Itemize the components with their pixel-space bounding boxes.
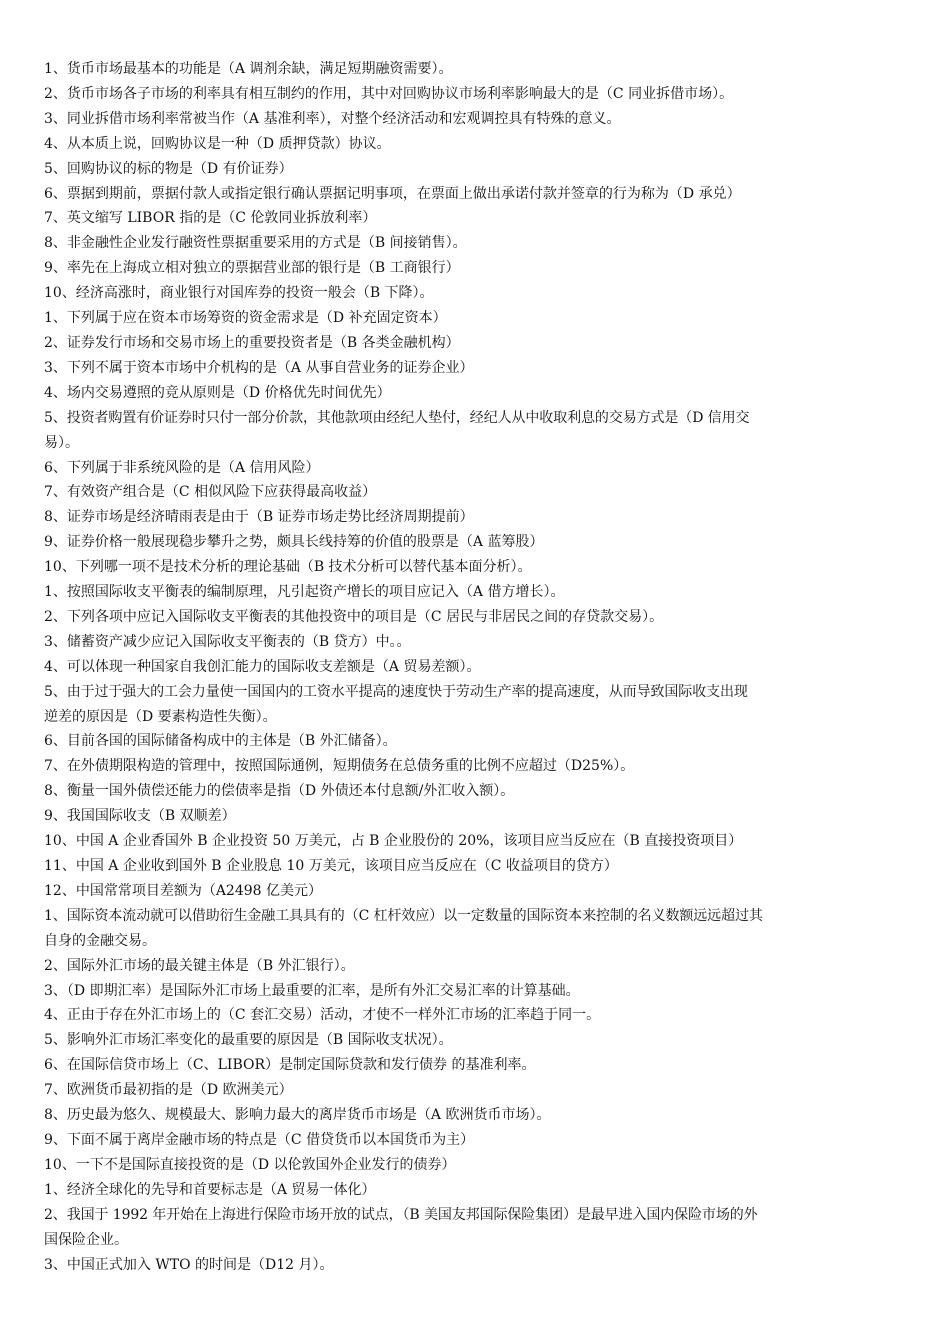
text-line: 10、中国 A 企业香国外 B 企业投资 50 万美元，占 B 企业股份的 20%，该项目应当反应在（B 直接投资项目） [44, 833, 743, 850]
text-line: 1、国际资本流动就可以借助衍生金融工具具有的（C 杠杆效应）以一定数量的国际资本来控制的名义数额远远超过其 [44, 907, 763, 924]
text-line: 国保险企业。 [44, 1231, 128, 1248]
text-line: 5、影响外汇市场汇率变化的最重要的原因是（B 国际收支状况）。 [44, 1032, 453, 1049]
text-line: 8、衡量一国外债偿还能力的偿债率是指（D 外债还本付息额/外汇收入额）。 [44, 783, 515, 800]
text-line: 10、经济高涨时，商业银行对国库券的投资一般会（B 下降）。 [44, 285, 434, 302]
text-line: 8、非金融性企业发行融资性票据重要采用的方式是（B 间接销售）。 [44, 235, 467, 252]
text-line: 6、下列属于非系统风险的是（A 信用风险） [44, 459, 320, 476]
text-line: 易）。 [44, 434, 79, 451]
text-line: 1、按照国际收支平衡表的编制原理，凡引起资产增长的项目应记入（A 借方增长）。 [44, 584, 565, 601]
text-line: 8、证券市场是经济晴雨表是由于（B 证券市场走势比经济周期提前） [44, 509, 474, 526]
text-line: 5、投资者购置有价证券时只付一部分价款，其他款项由经纪人垫付，经纪人从中收取利息的交易方式是（D 信用交 [44, 409, 750, 426]
text-line: 7、欧洲货币最初指的是（D 欧洲美元） [44, 1082, 293, 1099]
text-line: 11、中国 A 企业收到国外 B 企业股息 10 万美元，该项目应当反应在（C 收益项目的贷方） [44, 858, 618, 874]
text-line: 3、（D 即期汇率）是国际外汇市场上最重要的汇率，是所有外汇交易汇率的计算基础。 [44, 982, 580, 999]
text-line: 4、可以体现一种国家自我创汇能力的国际收支差额是（A 贸易差额）。 [44, 658, 481, 675]
text-line: 2、我国于 1992 年开始在上海进行保险市场开放的试点，（B 美国友邦国际保险集团）是最早进入国内保险市场的外 [44, 1206, 758, 1223]
text-line: 6、在国际信贷市场上（C、LIBOR）是制定国际贷款和发行债券 的基准利率。 [44, 1057, 536, 1074]
text-line: 9、率先在上海成立相对独立的票据营业部的银行是（B 工商银行） [44, 260, 460, 277]
text-line: 2、国际外汇市场的最关键主体是（B 外汇银行）。 [44, 957, 355, 974]
text-line: 1、下列属于应在资本市场筹资的资金需求是（D 补充固定资本） [44, 310, 447, 327]
text-line: 12、中国常常项目差额为（A2498 亿美元） [44, 882, 323, 899]
text-line: 10、一下不是国际直接投资的是（D 以伦敦国外企业发行的债券） [44, 1156, 456, 1173]
text-line: 5、由于过于强大的工会力量使一国国内的工资水平提高的速度快于劳动生产率的提高速度，从而导致国际收支出现 [44, 683, 748, 700]
text-line: 6、目前各国的国际储备构成中的主体是（B 外汇储备）。 [44, 733, 397, 750]
text-line: 3、储蓄资产减少应记入国际收支平衡表的（B 贷方）中。。 [44, 633, 411, 650]
text-line: 9、下面不属于离岸金融市场的特点是（C 借贷货币以本国货币为主） [44, 1131, 475, 1148]
text-line: 6、票据到期前，票据付款人或指定银行确认票据记明事项，在票面上做出承诺付款并签章的行为称为（D 承兑） [44, 185, 741, 202]
text-line: 2、证券发行市场和交易市场上的重要投资者是（B 各类金融机构） [44, 334, 460, 351]
text-line: 3、同业拆借市场利率常被当作（A 基准利率），对整个经济活动和宏观调控具有特殊的意义。 [44, 110, 621, 127]
text-line: 2、货币市场各子市场的利率具有相互制约的作用，其中对回购协议市场利率影响最大的是（C 同业拆借市场）。 [44, 85, 734, 102]
text-line: 逆差的原因是（D 要素构造性失衡）。 [44, 708, 277, 725]
text-line: 2、下列各项中应记入国际收支平衡表的其他投资中的项目是（C 居民与非居民之间的存贷款交易）。 [44, 608, 664, 625]
text-line: 4、正由于存在外汇市场上的（C 套汇交易）活动，才使不一样外汇市场的汇率趋于同一。 [44, 1007, 601, 1024]
text-line: 4、从本质上说，回购协议是一种（D 质押贷款）协议。 [44, 135, 391, 152]
text-line: 9、证券价格一般展现稳步攀升之势，颇具长线持筹的价值的股票是（A 蓝筹股） [44, 534, 544, 551]
text-line: 自身的金融交易。 [44, 932, 156, 949]
text-line: 7、有效资产组合是（C 相似风险下应获得最高收益） [44, 484, 377, 501]
text-line: 7、在外债期限构造的管理中，按照国际通例，短期债务在总债务重的比例不应超过（D25%）。 [44, 758, 635, 775]
text-line: 4、场内交易遵照的竞从原则是（D 价格优先时间优先） [44, 384, 391, 401]
text-line: 3、中国正式加入 WTO 的时间是（D12 月）。 [44, 1256, 334, 1273]
text-line: 7、英文缩写 LIBOR 指的是（C 伦敦同业拆放利率） [44, 210, 377, 227]
text-line: 9、我国国际收支（B 双顺差） [44, 808, 236, 825]
text-line: 3、下列不属于资本市场中介机构的是（A 从事自营业务的证券企业） [44, 359, 474, 376]
text-line: 5、回购协议的标的物是（D 有价证券） [44, 160, 293, 177]
text-line: 10、下列哪一项不是技术分析的理论基础（B 技术分析可以替代基本面分析）。 [44, 559, 532, 576]
text-line: 1、货币市场最基本的功能是（A 调剂余缺，满足短期融资需要）。 [44, 61, 453, 77]
text-line: 8、历史最为悠久、规模最大、影响力最大的离岸货币市场是（A 欧洲货币市场）。 [44, 1107, 551, 1124]
text-line: 1、经济全球化的先导和首要标志是（A 贸易一体化） [44, 1181, 376, 1198]
